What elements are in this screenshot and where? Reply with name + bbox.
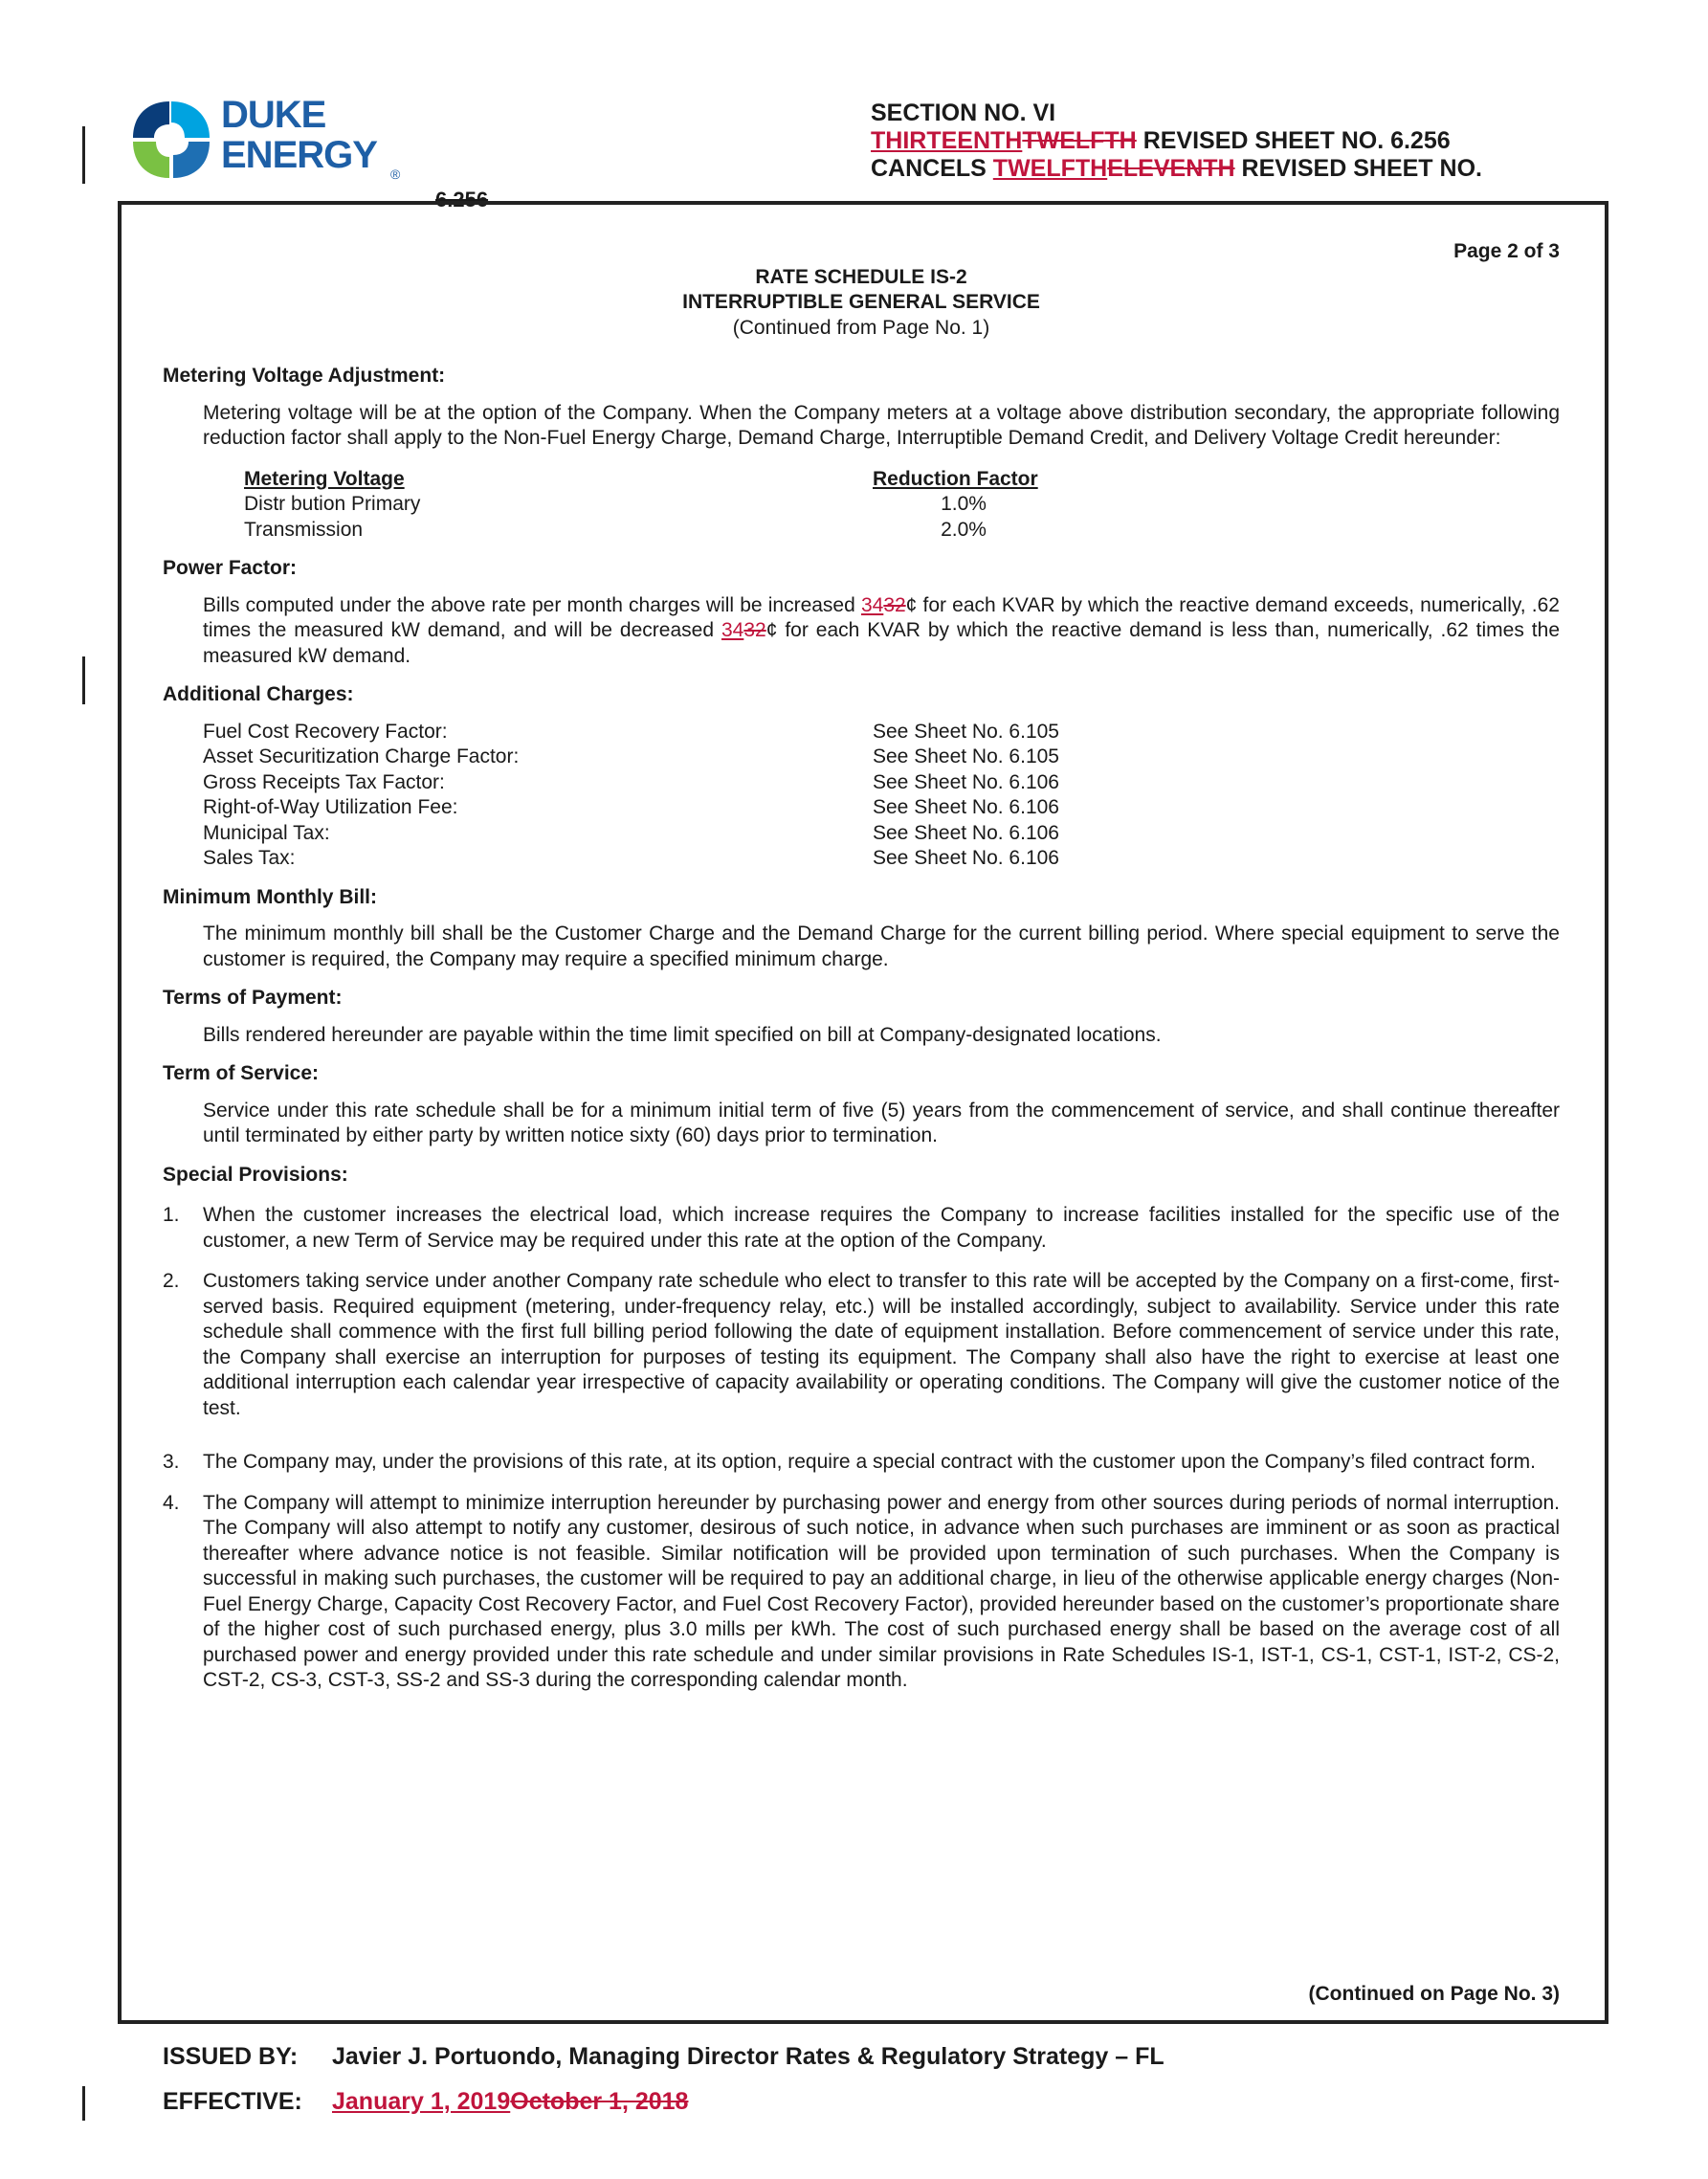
sheet-body [163, 239, 1560, 1694]
change-bar [82, 2086, 85, 2121]
power-factor-heading: Power Factor: [163, 557, 298, 579]
section-number: SECTION NO. VI [871, 100, 1056, 126]
duke-energy-logo [127, 92, 414, 188]
metering-heading: Metering Voltage Adjustment: [163, 365, 446, 387]
term-of-service-text: Service under this rate schedule shall be for a minimum initial term of five (5) years from the commencement of service, and shall continue thereafter until terminated by either party by written notice sixty (60) days prior to termination. [203, 1099, 1560, 1146]
payment-heading: Terms of Payment: [163, 987, 343, 1009]
list-item: Gross Receipts Tax Factor: See Sheet No. 6.106 [203, 770, 1059, 793]
list-item: 4. The Company will attempt to minimize interruption hereunder by purchasing power and energy from other sources during periods of normal interruption. The Company will also attempt to notify any customer, desirous of such notice, in advance when such purchases are imminent or as soon as practical thereafter where advance notice is not feasible. Similar notification will be provided upon termination of such purchases. When the Company is successful in making such purchases, the customer will be required to pay an additional charge, in lieu of the otherwise applicable energy charges (Non-Fuel Energy Charge, Capacity Cost Recovery Factor, and Fuel Cost Recovery Factor), provided hereunder based on the customer’s proportionate share of the higher cost of such purchased energy, plus 3.0 mills per kWh. The cost of such purchased energy shall be based on the average cost of all purchased power and energy provided under this rate schedule and under similar provisions in Rate Schedules IS-1, IST-1, CS-1, CST-1, IST-2, CS-2, CST-2, CS-3, CST-3, SS-2 and SS-3 during the corresponding calendar month. [163, 1491, 1560, 1691]
list-item: Asset Securitization Charge Factor: See Sheet No. 6.105 [203, 745, 1059, 767]
logo-line2: ENERGY [221, 134, 377, 176]
page-number: Page 2 of 3 [1453, 240, 1560, 262]
list-item: Sales Tax: See Sheet No. 6.106 [203, 847, 1059, 869]
issued-by: ISSUED BY: Javier J. Portuondo, Managing Director Rates & Regulatory Strategy – FL [163, 2043, 1165, 2070]
revised-sheet-line: THIRTEENTHTWELFTH REVISED SHEET NO. 6.256 [871, 127, 1451, 154]
minimum-bill-text: The minimum monthly bill shall be the Customer Charge and the Demand Charge for the current billing period. Where special equipment to serve the customer is required, the Company may require a specified minimum charge. [203, 923, 1560, 970]
old-sheet-number: 6.256 [435, 188, 489, 211]
logo-reg: ® [390, 167, 401, 182]
list-item: 2. Customers taking service under another Company rate schedule who elect to transfer to this rate will be accepted by the Company on a first-come, first-served basis. Required equipment (metering, under-frequency relay, etc.) will be installed accordingly, subject to availability. Service under this rate schedule shall commence with the first full billing period following the date of equipment installation. Before commencement of service under this rate, the Company shall exercise an interruption for purposes of testing its equipment. The Company shall also have the right to exercise at least one additional interruption each calendar year irrespective of capacity availability or operating conditions. The Company will give the customer notice of the test. [163, 1270, 1560, 1419]
payment-text: Bills rendered hereunder are payable within the time limit specified on bill at Company-designated locations. [203, 1023, 1162, 1046]
table-row: Distr bution Primary 1.0% [244, 493, 987, 515]
table-row: Transmission 2.0% [244, 518, 987, 541]
cancels-sheet-line: CANCELS TWELFTHELEVENTH REVISED SHEET NO. [871, 155, 1482, 182]
service-title: INTERRUPTIBLE GENERAL SERVICE [682, 291, 1040, 313]
power-factor-text: Bills computed under the above rate per month charges will be increased 3432¢ for each KVAR by which the reactive demand exceeds, numerically, .62 times the measured kW demand, and will be decreased 3432¢ for each KVAR by which the reactive demand is less than, numerically, .62 times the measured kW demand. [203, 593, 1560, 667]
list-item: Right-of-Way Utilization Fee: See Sheet No. 6.106 [203, 796, 1059, 818]
logo-line1: DUKE [221, 94, 326, 136]
minimum-bill-heading: Minimum Monthly Bill: [163, 885, 377, 908]
reduction-table [244, 467, 1560, 544]
continued-on: (Continued on Page No. 3) [1308, 1983, 1560, 2005]
list-item: Municipal Tax: See Sheet No. 6.106 [203, 821, 1059, 844]
list-item: 1. When the customer increases the electrical load, which increase requires the Company to increase facilities installed for the specific use of the customer, a new Term of Service may be required under this rate at the option of the Company. [163, 1204, 1560, 1252]
metering-text: Metering voltage will be at the option of the Company. When the Company meters at a voltage above distribution secondary, the appropriate following reduction factor shall apply to the Non-Fuel Energy Charge, Demand Charge, Interruptible Demand Credit, and Delivery Voltage Credit hereunder: [203, 401, 1560, 449]
additional-charges-heading: Additional Charges: [163, 683, 354, 705]
change-bar [82, 656, 85, 704]
rate-schedule-title: RATE SCHEDULE IS-2 [755, 265, 967, 288]
term-of-service-heading: Term of Service: [163, 1062, 320, 1084]
sheet-header [871, 100, 1482, 183]
change-bar [82, 126, 85, 184]
special-provisions-heading: Special Provisions: [163, 1163, 348, 1186]
list-item: 3. The Company may, under the provisions of this rate, at its option, require a special contract with the customer upon the Company’s filed contract form. [163, 1451, 1536, 1473]
additional-charges-list [203, 720, 1560, 872]
table-header: Metering Voltage Reduction Factor [244, 467, 1038, 490]
list-item: Fuel Cost Recovery Factor: See Sheet No. 6.105 [203, 720, 1059, 743]
logo-mark-icon [127, 96, 215, 184]
continued-from: (Continued from Page No. 1) [732, 316, 990, 339]
effective-date: EFFECTIVE: January 1, 2019October 1, 2018 [163, 2088, 689, 2115]
